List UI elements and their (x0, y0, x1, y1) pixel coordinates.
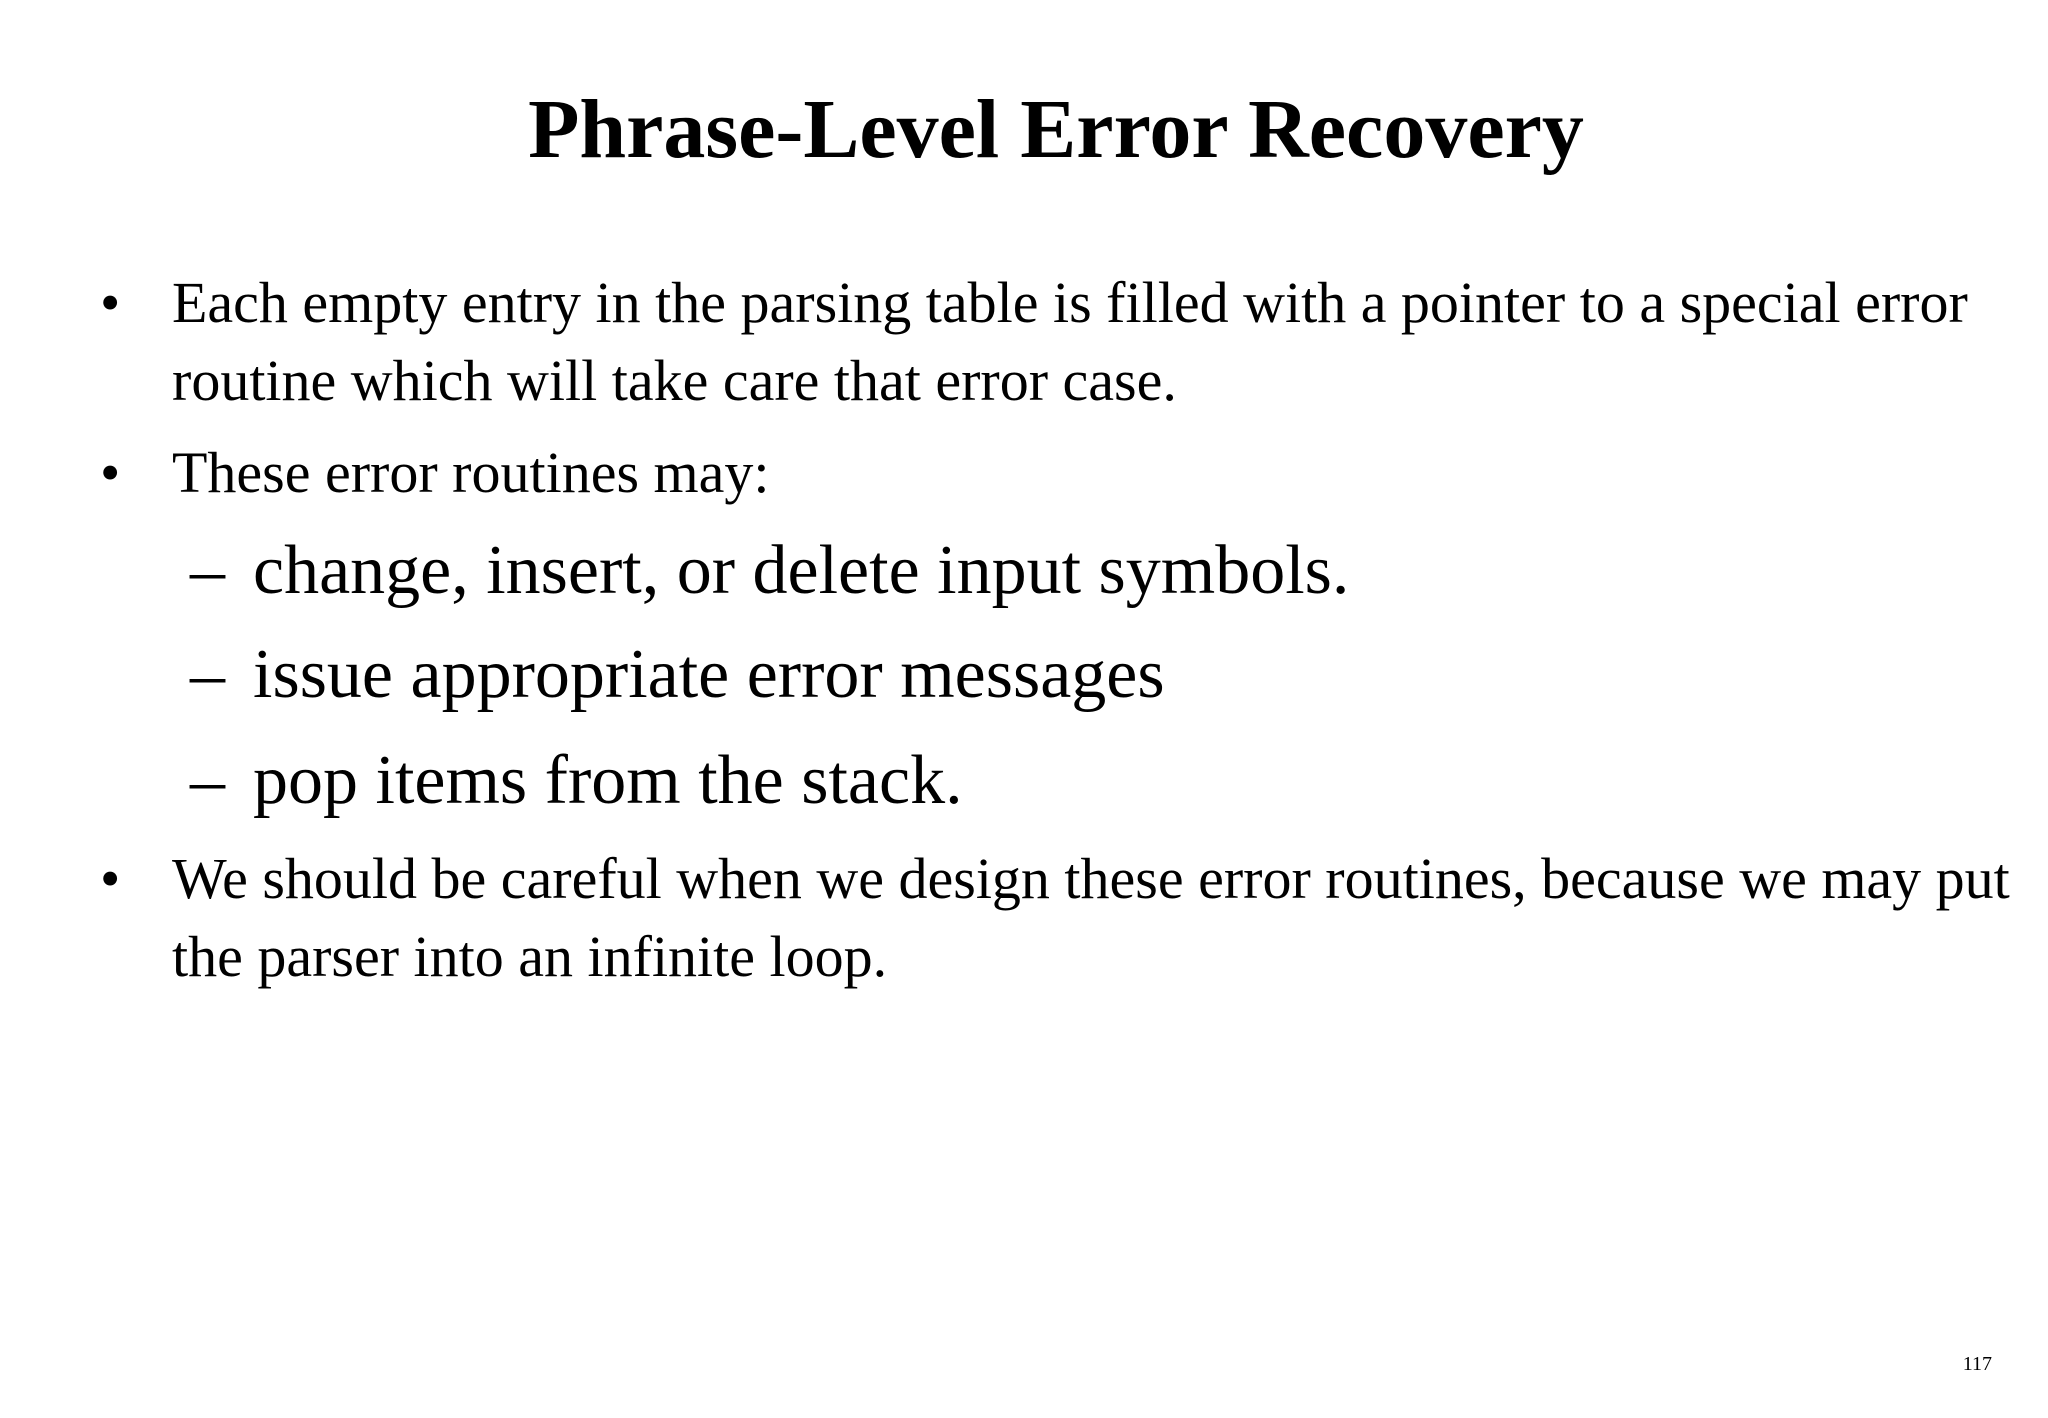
sub-item (190, 736, 963, 826)
bullet-item (100, 264, 2020, 420)
bullet-item (100, 434, 2020, 512)
sub-item-text: pop items from the stack. (253, 742, 963, 819)
sub-item-text: change, insert, or delete input symbols. (253, 532, 1350, 609)
bullet-item (100, 840, 2020, 996)
sub-item-dash: – (190, 636, 225, 713)
bullet-text: We should be careful when we design these error routines, because we may put the parser into an infinite loop. (172, 846, 2010, 989)
bullet-marker: • (100, 846, 121, 911)
sub-item-dash: – (190, 742, 225, 819)
bullet-marker: • (100, 440, 121, 505)
bullet-marker: • (100, 270, 121, 335)
sub-item (190, 526, 1349, 616)
page-number: 117 (1962, 1353, 1992, 1375)
sub-item-dash: – (190, 532, 225, 609)
bullet-text: Each empty entry in the parsing table is filled with a pointer to a special error routine which will take care that error case. (172, 270, 1968, 413)
sub-item-text: issue appropriate error messages (253, 636, 1165, 713)
slide-title: Phrase-Level Error Recovery (528, 83, 1584, 176)
sub-item (190, 630, 1165, 720)
bullet-text: These error routines may: (172, 440, 770, 505)
